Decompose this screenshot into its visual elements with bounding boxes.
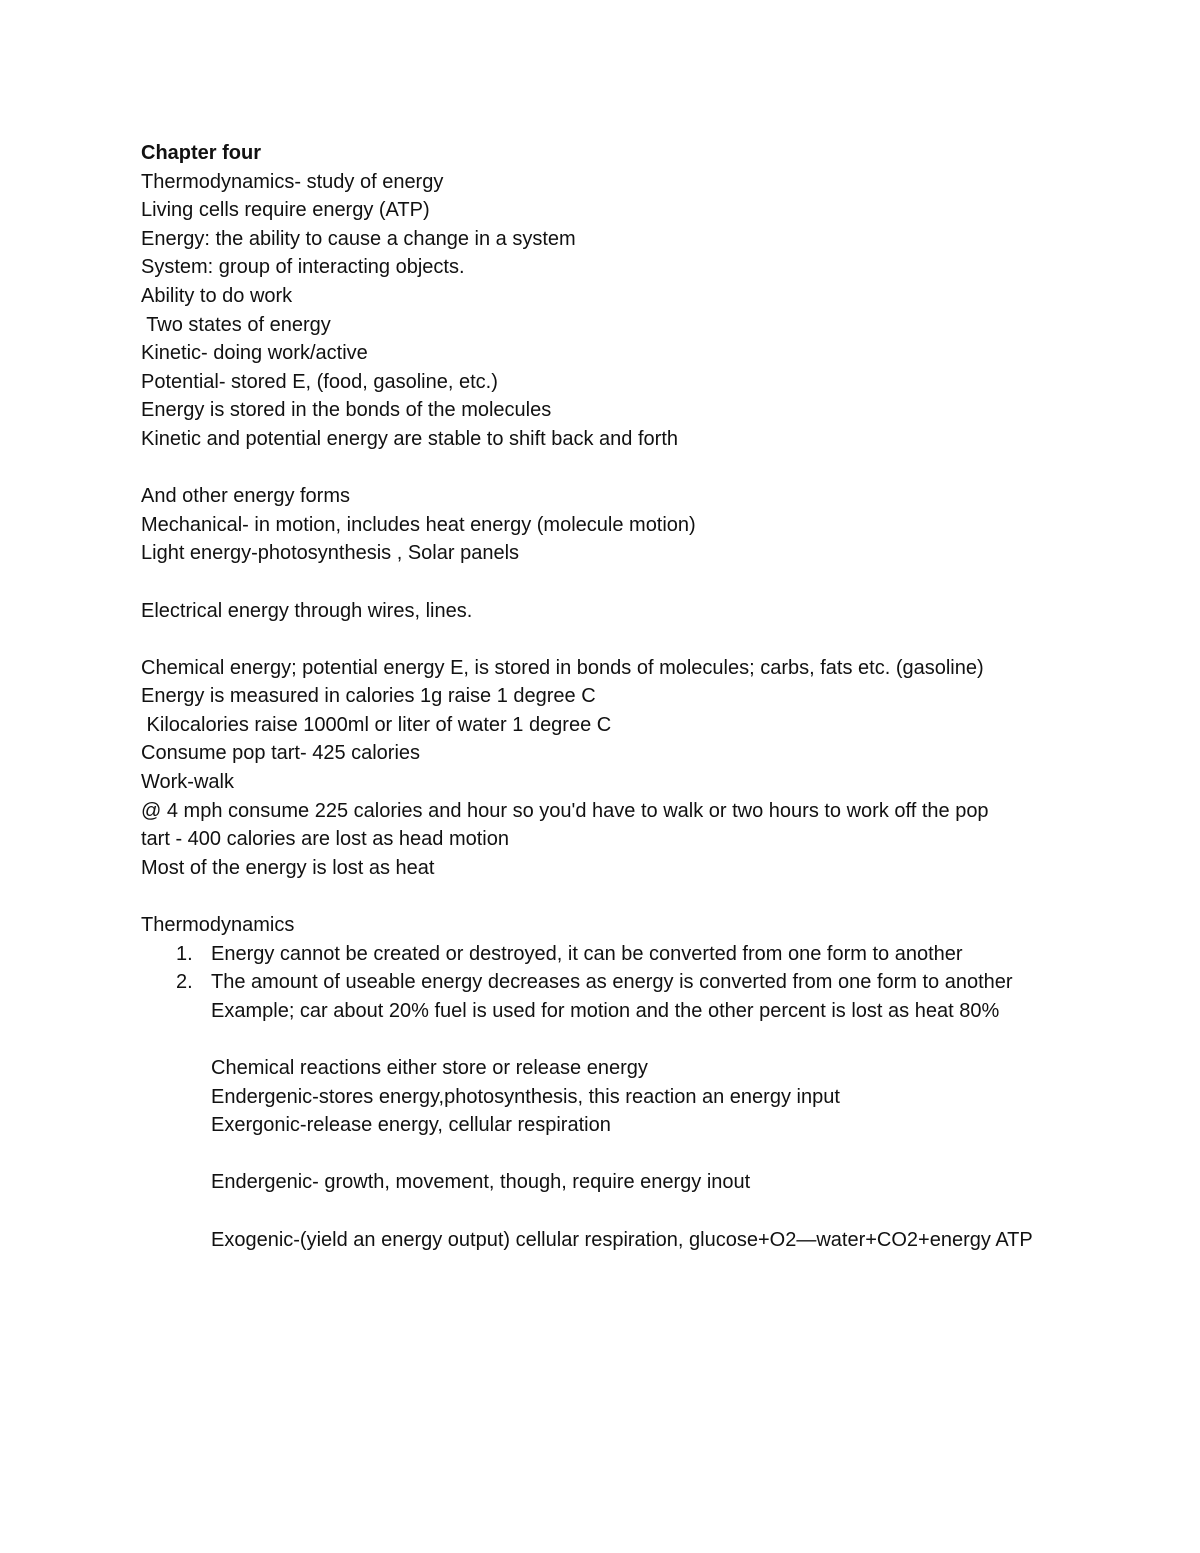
- list-text: The amount of useable energy decreases as energy is converted from one form to another: [211, 971, 1013, 994]
- blank-line: [141, 1140, 1081, 1169]
- text-line: tart - 400 calories are lost as head motion: [141, 828, 509, 851]
- list-item: [141, 940, 1081, 969]
- list-number: 1.: [176, 942, 193, 965]
- text-line: Electrical energy through wires, lines.: [141, 599, 473, 622]
- list-text: Energy cannot be created or destroyed, it can be converted from one form to another: [211, 942, 963, 965]
- text-line: Light energy-photosynthesis , Solar panels: [141, 542, 520, 565]
- reaction-line: Chemical reactions either store or release energy: [211, 1057, 648, 1079]
- text-line: Chemical energy; potential energy E, is stored in bonds of molecules; carbs, fats etc. (gasoline): [141, 656, 984, 679]
- text-line: Kilocalories raise 1000ml or liter of water 1 degree C: [141, 713, 612, 736]
- reaction-line: Endergenic-stores energy,photosynthesis, this reaction an energy input: [211, 1085, 840, 1108]
- section-heading: Thermodynamics: [141, 914, 295, 937]
- blank-line: [141, 454, 1081, 483]
- text-line: And other energy forms: [141, 485, 350, 508]
- text-line: Two states of energy: [141, 313, 331, 336]
- document-page: [141, 139, 1081, 1254]
- text-line: Energy is measured in calories 1g raise 1 degree C: [141, 685, 596, 708]
- text-line: System: group of interacting objects.: [141, 256, 465, 279]
- list-item: [141, 968, 1081, 997]
- blank-line: [141, 1025, 1081, 1054]
- text-line: Energy: the ability to cause a change in a system: [141, 227, 576, 250]
- numbered-list: [141, 940, 1081, 997]
- text-line: Ability to do work: [141, 284, 293, 307]
- text-line: Energy is stored in the bonds of the molecules: [141, 399, 552, 422]
- blank-line: [141, 882, 1081, 911]
- blank-line: [141, 1197, 1081, 1226]
- document-title: Chapter four: [141, 142, 261, 164]
- text-line: Living cells require energy (ATP): [141, 199, 430, 222]
- list-number: 2.: [176, 971, 193, 994]
- text-line: Mechanical- in motion, includes heat energy (molecule motion): [141, 513, 696, 536]
- text-line: Potential- stored E, (food, gasoline, etc.): [141, 370, 498, 393]
- blank-line: [141, 625, 1081, 654]
- text-line: Kinetic- doing work/active: [141, 342, 368, 365]
- blank-line: [141, 568, 1081, 597]
- text-line: Kinetic and potential energy are stable to shift back and forth: [141, 427, 679, 450]
- text-line: Thermodynamics- study of energy: [141, 170, 444, 193]
- exogenic-text: Exogenic-(yield an energy output) cellular respiration, glucose+O2—water+CO2+energy ATP: [211, 1228, 1033, 1251]
- text-line: Most of the energy is lost as heat: [141, 856, 435, 879]
- example-text: Example; car about 20% fuel is used for motion and the other percent is lost as heat 80%: [211, 999, 1000, 1022]
- text-line: Consume pop tart- 425 calories: [141, 742, 421, 765]
- endergenic-text: Endergenic- growth, movement, though, require energy inout: [211, 1171, 751, 1194]
- text-line: @ 4 mph consume 225 calories and hour so you'd have to walk or two hours to work off the pop: [141, 799, 989, 822]
- text-line: Work-walk: [141, 771, 234, 794]
- reaction-line: Exergonic-release energy, cellular respiration: [211, 1114, 611, 1137]
